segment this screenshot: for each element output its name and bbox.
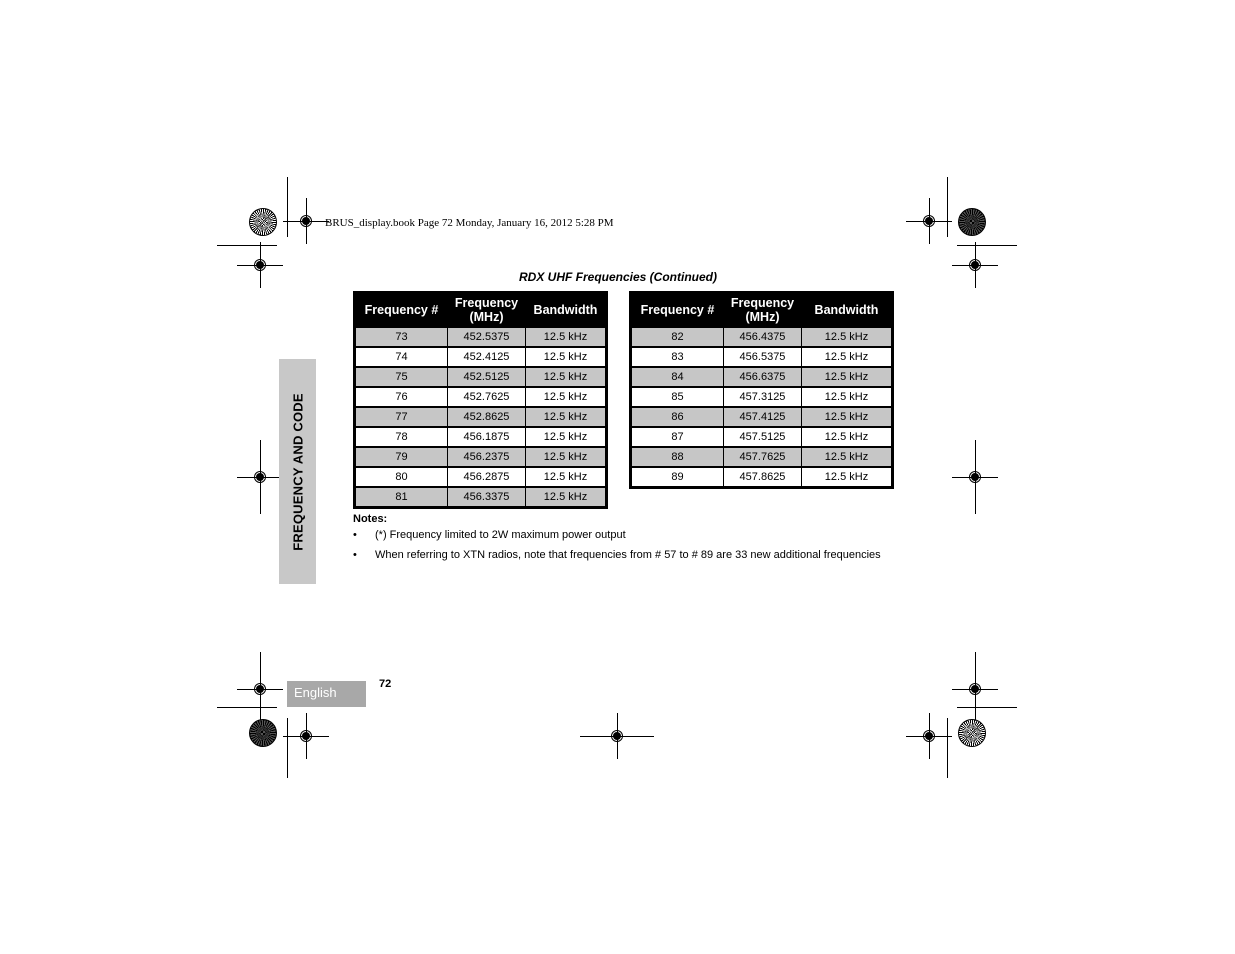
table-row xyxy=(355,347,607,367)
table-row xyxy=(355,467,607,487)
cell-frequency-num: 89 xyxy=(631,467,724,488)
table-row xyxy=(631,327,893,347)
language-tab xyxy=(287,681,366,707)
cell-frequency-num: 81 xyxy=(355,487,448,508)
cell-frequency-mhz: 457.7625 xyxy=(724,447,802,467)
cell-bandwidth: 12.5 kHz xyxy=(526,327,607,347)
table-caption: RDX UHF Frequencies (Continued) xyxy=(518,270,717,284)
cell-frequency-num: 88 xyxy=(631,447,724,467)
table-row xyxy=(355,447,607,467)
registration-sunburst-icon xyxy=(958,208,986,236)
cell-frequency-mhz: 456.3375 xyxy=(448,487,526,508)
bullet: • xyxy=(353,529,357,541)
cell-frequency-mhz: 452.5375 xyxy=(448,327,526,347)
cell-frequency-mhz: 456.2375 xyxy=(448,447,526,467)
cell-frequency-num: 77 xyxy=(355,407,448,427)
registration-sunburst-icon xyxy=(958,719,986,747)
table-row xyxy=(355,327,607,347)
table-row xyxy=(631,387,893,407)
frequency-table-right xyxy=(629,291,894,489)
table-row xyxy=(355,407,607,427)
table-row xyxy=(355,367,607,387)
registration-sunburst-icon xyxy=(249,208,277,236)
cell-bandwidth: 12.5 kHz xyxy=(526,347,607,367)
col-header-bandwidth: Bandwidth xyxy=(526,293,607,328)
cell-frequency-num: 85 xyxy=(631,387,724,407)
col-header-bandwidth: Bandwidth xyxy=(802,293,893,328)
table-row xyxy=(631,467,893,488)
section-side-tab xyxy=(279,359,316,584)
registration-sunburst-icon xyxy=(249,719,277,747)
cell-bandwidth: 12.5 kHz xyxy=(526,487,607,508)
cell-frequency-num: 87 xyxy=(631,427,724,447)
table-row xyxy=(631,347,893,367)
col-header-frequency-num: Frequency # xyxy=(355,293,448,328)
table-row xyxy=(355,387,607,407)
page-number: 72 xyxy=(379,678,392,690)
cell-frequency-num: 83 xyxy=(631,347,724,367)
cell-bandwidth: 12.5 kHz xyxy=(802,327,893,347)
col-header-frequency-mhz: Frequency (MHz) xyxy=(448,293,526,328)
cell-frequency-mhz: 456.2875 xyxy=(448,467,526,487)
table-header-row xyxy=(631,293,893,328)
cell-bandwidth: 12.5 kHz xyxy=(802,387,893,407)
cell-bandwidth: 12.5 kHz xyxy=(526,447,607,467)
bullet: • xyxy=(353,549,357,561)
table-row xyxy=(631,427,893,447)
table-row xyxy=(631,407,893,427)
cell-frequency-mhz: 456.4375 xyxy=(724,327,802,347)
cell-frequency-num: 73 xyxy=(355,327,448,347)
cell-bandwidth: 12.5 kHz xyxy=(802,367,893,387)
cell-frequency-mhz: 457.3125 xyxy=(724,387,802,407)
cell-frequency-num: 80 xyxy=(355,467,448,487)
file-info-header: BRUS_display.book Page 72 Monday, January 16, 2012 5:28 PM xyxy=(325,217,614,229)
notes-title: Notes: xyxy=(353,513,388,525)
cell-frequency-mhz: 456.5375 xyxy=(724,347,802,367)
cell-bandwidth: 12.5 kHz xyxy=(526,427,607,447)
cell-bandwidth: 12.5 kHz xyxy=(802,347,893,367)
cell-frequency-mhz: 456.1875 xyxy=(448,427,526,447)
table-row xyxy=(355,487,607,508)
col-header-frequency-mhz: Frequency (MHz) xyxy=(724,293,802,328)
cell-frequency-num: 76 xyxy=(355,387,448,407)
cell-frequency-mhz: 457.4125 xyxy=(724,407,802,427)
table-row xyxy=(631,447,893,467)
cell-frequency-num: 74 xyxy=(355,347,448,367)
cell-bandwidth: 12.5 kHz xyxy=(802,467,893,488)
note-text: (*) Frequency limited to 2W maximum power output xyxy=(375,529,626,541)
cell-frequency-mhz: 452.4125 xyxy=(448,347,526,367)
cell-frequency-mhz: 457.8625 xyxy=(724,467,802,488)
table-header-row xyxy=(355,293,607,328)
section-side-tab-label: FREQUENCY AND CODE xyxy=(290,392,305,551)
table-row xyxy=(355,427,607,447)
frequency-table-left xyxy=(353,291,608,509)
language-label: English xyxy=(294,685,337,700)
cell-frequency-num: 75 xyxy=(355,367,448,387)
cell-frequency-mhz: 452.5125 xyxy=(448,367,526,387)
cell-frequency-mhz: 452.7625 xyxy=(448,387,526,407)
cell-frequency-num: 79 xyxy=(355,447,448,467)
col-header-frequency-num: Frequency # xyxy=(631,293,724,328)
cell-bandwidth: 12.5 kHz xyxy=(526,367,607,387)
note-text: When referring to XTN radios, note that frequencies from # 57 to # 89 are 33 new additional frequencies xyxy=(375,549,881,561)
cell-frequency-num: 86 xyxy=(631,407,724,427)
cell-frequency-mhz: 456.6375 xyxy=(724,367,802,387)
cell-frequency-num: 82 xyxy=(631,327,724,347)
cell-frequency-num: 84 xyxy=(631,367,724,387)
cell-bandwidth: 12.5 kHz xyxy=(802,407,893,427)
cell-bandwidth: 12.5 kHz xyxy=(526,467,607,487)
table-row xyxy=(631,367,893,387)
cell-frequency-mhz: 457.5125 xyxy=(724,427,802,447)
cell-frequency-mhz: 452.8625 xyxy=(448,407,526,427)
cell-frequency-num: 78 xyxy=(355,427,448,447)
cell-bandwidth: 12.5 kHz xyxy=(802,427,893,447)
cell-bandwidth: 12.5 kHz xyxy=(802,447,893,467)
cell-bandwidth: 12.5 kHz xyxy=(526,407,607,427)
cell-bandwidth: 12.5 kHz xyxy=(526,387,607,407)
